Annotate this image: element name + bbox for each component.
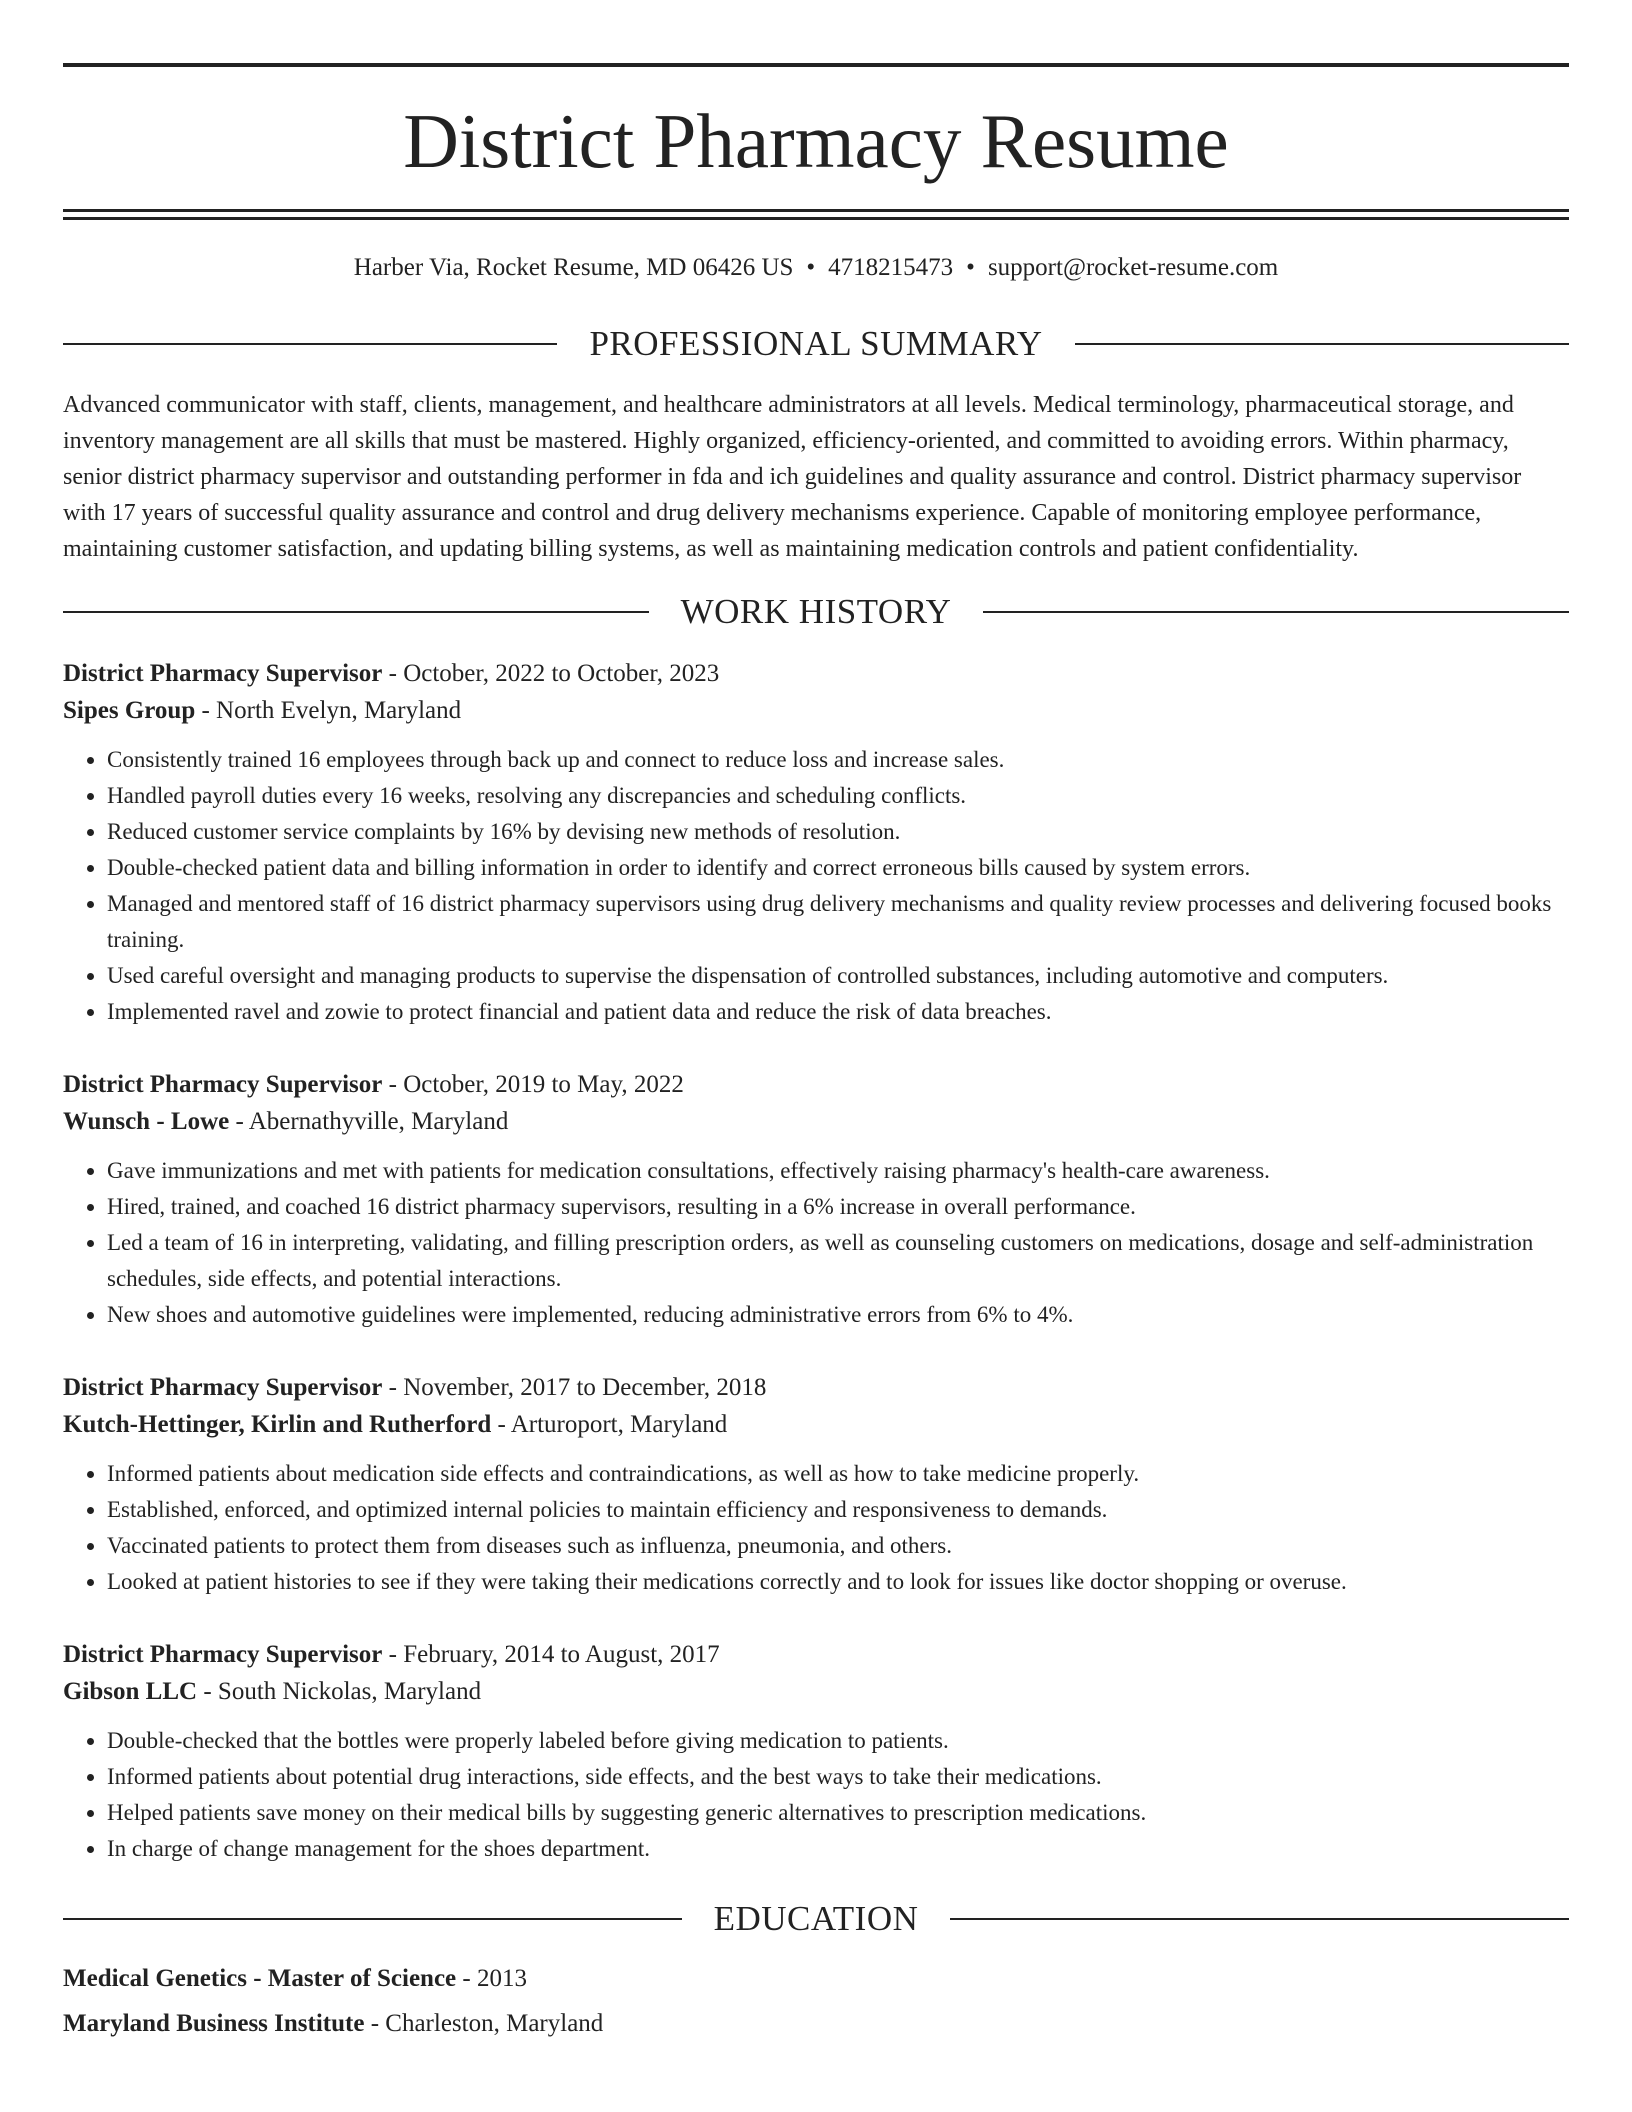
- job-entry: [63, 1373, 1569, 1600]
- job-dates: - November, 2017 to December, 2018: [382, 1374, 767, 1401]
- job-bullet: • Led a team of 16 in interpreting, validating, and filling prescription orders, as well as counseling customers on medications, dosage and self-administration schedules, side effects, and potential interactions.: [107, 1225, 1569, 1297]
- job-location: - North Evelyn, Maryland: [195, 697, 462, 724]
- work-heading: WORK HISTORY: [680, 592, 952, 631]
- job-company: Wunsch - Lowe: [63, 1108, 230, 1135]
- job-title: District Pharmacy Supervisor: [63, 660, 383, 687]
- job-location: - Arturoport, Maryland: [491, 1411, 728, 1438]
- job-title: District Pharmacy Supervisor: [63, 1071, 383, 1098]
- summary-text: Advanced communicator with staff, clients, management, and healthcare administrators at all levels. Medical terminology, pharmaceutical storage, and inventory management are all skills that must be mastered. Highly organized, efficiency-oriented, and committed to avoiding errors. Within pharmacy, senior district pharmacy supervisor and outstanding performer in fda and ich guidelines and quality assurance and control. District pharmacy supervisor with 17 years of successful quality assurance and control and drug delivery mechanisms experience. Capable of monitoring employee performance, maintaining customer satisfaction, and updating billing systems, as well as maintaining medication controls and patient confidentiality.: [63, 392, 1522, 562]
- job-title-line: [63, 1070, 1569, 1100]
- job-bullet: • Reduced customer service complaints by 16% by devising new methods of resolution.: [107, 814, 1569, 850]
- section-rule-left: [63, 1918, 682, 1920]
- contact-separator: •: [966, 254, 975, 281]
- education-section-header: [63, 1901, 1569, 1936]
- job-entry: [63, 1070, 1569, 1333]
- job-bullet: • Vaccinated patients to protect them from diseases such as influenza, pneumonia, and others.: [107, 1528, 1569, 1564]
- contact-separator: •: [806, 254, 816, 281]
- job-bullet: • Hired, trained, and coached 16 district pharmacy supervisors, resulting in a 6% increase in overall performance.: [107, 1189, 1569, 1225]
- work-section-header: [63, 594, 1569, 629]
- job-title: District Pharmacy Supervisor: [63, 1374, 383, 1401]
- job-bullet: • Used careful oversight and managing products to supervise the dispensation of controlled substances, including automotive and computers.: [107, 958, 1569, 994]
- job-bullet-list: [63, 1456, 1569, 1600]
- job-title-line: [63, 1373, 1569, 1403]
- job-company: Kutch-Hettinger, Kirlin and Rutherford: [63, 1411, 492, 1438]
- section-rule-left: [63, 343, 557, 345]
- contact-address: Harber Via, Rocket Resume, MD 06426 US: [353, 254, 794, 281]
- job-company-line: [63, 1107, 1569, 1137]
- job-dates: - October, 2019 to May, 2022: [382, 1071, 684, 1098]
- education-degree: Medical Genetics - Master of Science: [63, 1965, 457, 1992]
- job-bullet: • Handled payroll duties every 16 weeks, resolving any discrepancies and scheduling conflicts.: [107, 778, 1569, 814]
- job-bullet-list: [63, 1723, 1569, 1867]
- job-bullet: • Informed patients about medication side effects and contraindications, as well as how to take medicine properly.: [107, 1456, 1569, 1492]
- job-bullet: • New shoes and automotive guidelines were implemented, reducing administrative errors from 6% to 4%.: [107, 1297, 1569, 1333]
- job-title-line: [63, 1640, 1569, 1670]
- resume-title: District Pharmacy Resume: [403, 98, 1229, 184]
- summary-heading: PROFESSIONAL SUMMARY: [589, 324, 1043, 363]
- job-title-line: [63, 659, 1569, 689]
- job-entry: [63, 1640, 1569, 1867]
- section-rule-right: [950, 1918, 1569, 1920]
- education-degree-line: [63, 1964, 1569, 1994]
- job-dates: - October, 2022 to October, 2023: [382, 660, 720, 687]
- job-bullet: • Implemented ravel and zowie to protect financial and patient data and reduce the risk of data breaches.: [107, 994, 1569, 1030]
- job-bullet: • Gave immunizations and met with patients for medication consultations, effectively raising pharmacy's health-care awareness.: [107, 1153, 1569, 1189]
- job-bullet-list: [63, 1153, 1569, 1333]
- job-bullet: • Looked at patient histories to see if they were taking their medications correctly and to look for issues like doctor shopping or overuse.: [107, 1564, 1569, 1600]
- title-double-rule: [63, 209, 1569, 220]
- education-location: - Charleston, Maryland: [364, 2010, 604, 2037]
- work-history-list: [63, 659, 1569, 1867]
- job-location: - Abernathyville, Maryland: [229, 1108, 509, 1135]
- job-bullet: • Informed patients about potential drug interactions, side effects, and the best ways to take their medications.: [107, 1759, 1569, 1795]
- job-bullet: • Established, enforced, and optimized internal policies to maintain efficiency and responsiveness to demands.: [107, 1492, 1569, 1528]
- job-company-line: [63, 696, 1569, 726]
- education-heading: EDUCATION: [713, 1899, 919, 1938]
- summary-section-header: [63, 326, 1569, 361]
- job-company: Sipes Group: [63, 697, 196, 724]
- education-school-line: [63, 2009, 1569, 2039]
- job-bullet: • Helped patients save money on their medical bills by suggesting generic alternatives to prescription medications.: [107, 1795, 1569, 1831]
- job-bullet: • Managed and mentored staff of 16 district pharmacy supervisors using drug delivery mechanisms and quality review processes and delivering focused books training.: [107, 886, 1569, 958]
- job-bullet: • In charge of change management for the shoes department.: [107, 1831, 1569, 1867]
- job-company-line: [63, 1677, 1569, 1707]
- job-bullet: • Double-checked patient data and billing information in order to identify and correct erroneous bills caused by system errors.: [107, 850, 1569, 886]
- contact-email: support@rocket-resume.com: [987, 254, 1279, 281]
- job-title: District Pharmacy Supervisor: [63, 1641, 383, 1668]
- section-rule-left: [63, 611, 649, 613]
- section-rule-right: [1075, 343, 1569, 345]
- job-bullet-list: [63, 742, 1569, 1030]
- top-rule: [63, 63, 1569, 67]
- education-school: Maryland Business Institute: [63, 2010, 365, 2037]
- job-company-line: [63, 1410, 1569, 1440]
- job-company: Gibson LLC: [63, 1678, 198, 1705]
- job-bullet: • Consistently trained 16 employees through back up and connect to reduce loss and increase sales.: [107, 742, 1569, 778]
- job-dates: - February, 2014 to August, 2017: [382, 1641, 720, 1668]
- contact-phone: 4718215473: [828, 254, 954, 281]
- section-rule-right: [983, 611, 1569, 613]
- education-year: - 2013: [456, 1965, 527, 1992]
- job-entry: [63, 659, 1569, 1030]
- job-location: - South Nickolas, Maryland: [197, 1678, 482, 1705]
- job-bullet: • Double-checked that the bottles were properly labeled before giving medication to patients.: [107, 1723, 1569, 1759]
- contact-line: [63, 253, 1569, 283]
